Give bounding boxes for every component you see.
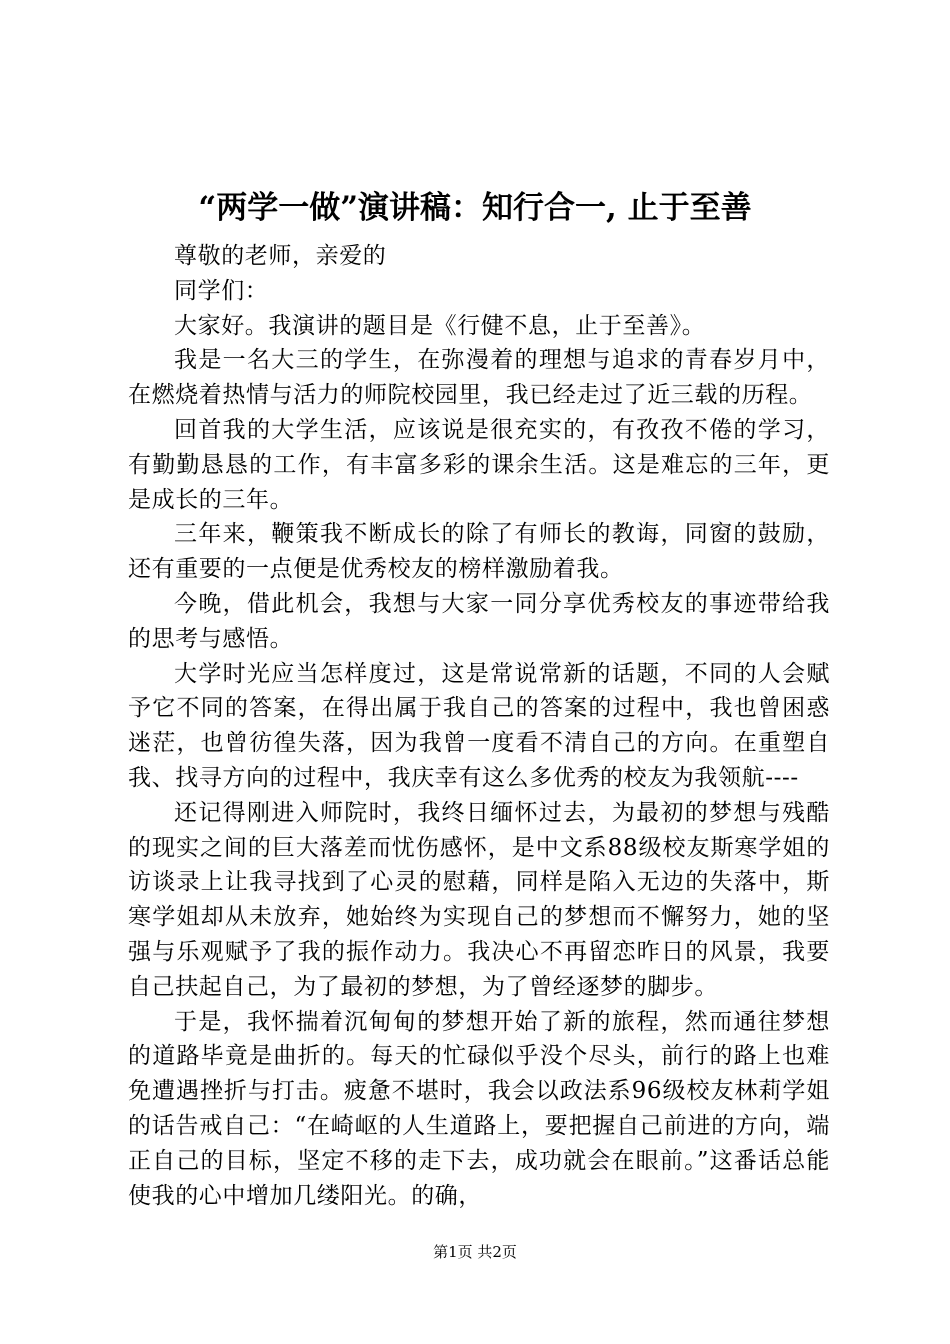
- paragraph: 于是，我怀揣着沉甸甸的梦想开始了新的旅程，然而通往梦想的道路毕竟是曲折的。每天的忙碌似乎没个尽头，前行的路上也难免遭遇挫折与打击。疲惫不堪时，我会以政法系96级校友林莉学姐的话告戒自己：“在崎岖的人生道路上，要把握自己前进的方向，端正自己的目标，坚定不移的走下去，成功就会在眼前。”这番话总能使我的心中增加几缕阳光。的确，: [128, 1008, 830, 1209]
- document-title: “两学一做”演讲稿：知行合一, 止于至善: [198, 190, 752, 226]
- paragraph: 回首我的大学生活，应该说是很充实的，有孜孜不倦的学习，有勤勤恳恳的工作，有丰富多彩的课余生活。这是难忘的三年，更是成长的三年。: [128, 416, 830, 513]
- paragraph: 大学时光应当怎样度过，这是常说常新的话题，不同的人会赋予它不同的答案，在得出属于我自己的答案的过程中，我也曾困惑迷茫，也曾彷徨失落，因为我曾一度看不清自己的方向。在重塑自我、找寻方向的过程中，我庆幸有这么多优秀的校友为我领航----: [128, 660, 830, 791]
- document-body: [128, 239, 830, 1213]
- paragraph: 我是一名大三的学生，在弥漫着的理想与追求的青春岁月中，在燃烧着热情与活力的师院校园里，我已经走过了近三载的历程。: [128, 347, 830, 409]
- paragraph: 大家好。我演讲的题目是《行健不息，止于至善》。: [174, 312, 706, 339]
- paragraph-salutation: 尊敬的老师，亲爱的: [174, 243, 387, 269]
- paragraph-salutation-cont: 同学们：: [174, 277, 269, 304]
- paragraph: 今晚，借此机会，我想与大家一同分享优秀校友的事迹带给我的思考与感悟。: [128, 590, 830, 652]
- paragraph: 三年来，鞭策我不断成长的除了有师长的教诲，同窗的鼓励，还有重要的一点便是优秀校友的榜样激励着我。: [128, 521, 830, 583]
- page-number: 第1页: [433, 1243, 473, 1261]
- page-total: 共2页: [477, 1243, 517, 1261]
- page-footer: [0, 1242, 950, 1262]
- paragraph: 还记得刚进入师院时，我终日缅怀过去，为最初的梦想与残酷的现实之间的巨大落差而忧伤感怀，是中文系88级校友斯寒学姐的访谈录上让我寻找到了心灵的慰藉，同样是陷入无边的失落中，斯寒学姐却从未放弃，她始终为实现自己的梦想而不懈努力，她的坚强与乐观赋予了我的振作动力。我决心不再留恋昨日的风景，我要自己扶起自己，为了最初的梦想，为了曾经逐梦的脚步。: [128, 799, 830, 1000]
